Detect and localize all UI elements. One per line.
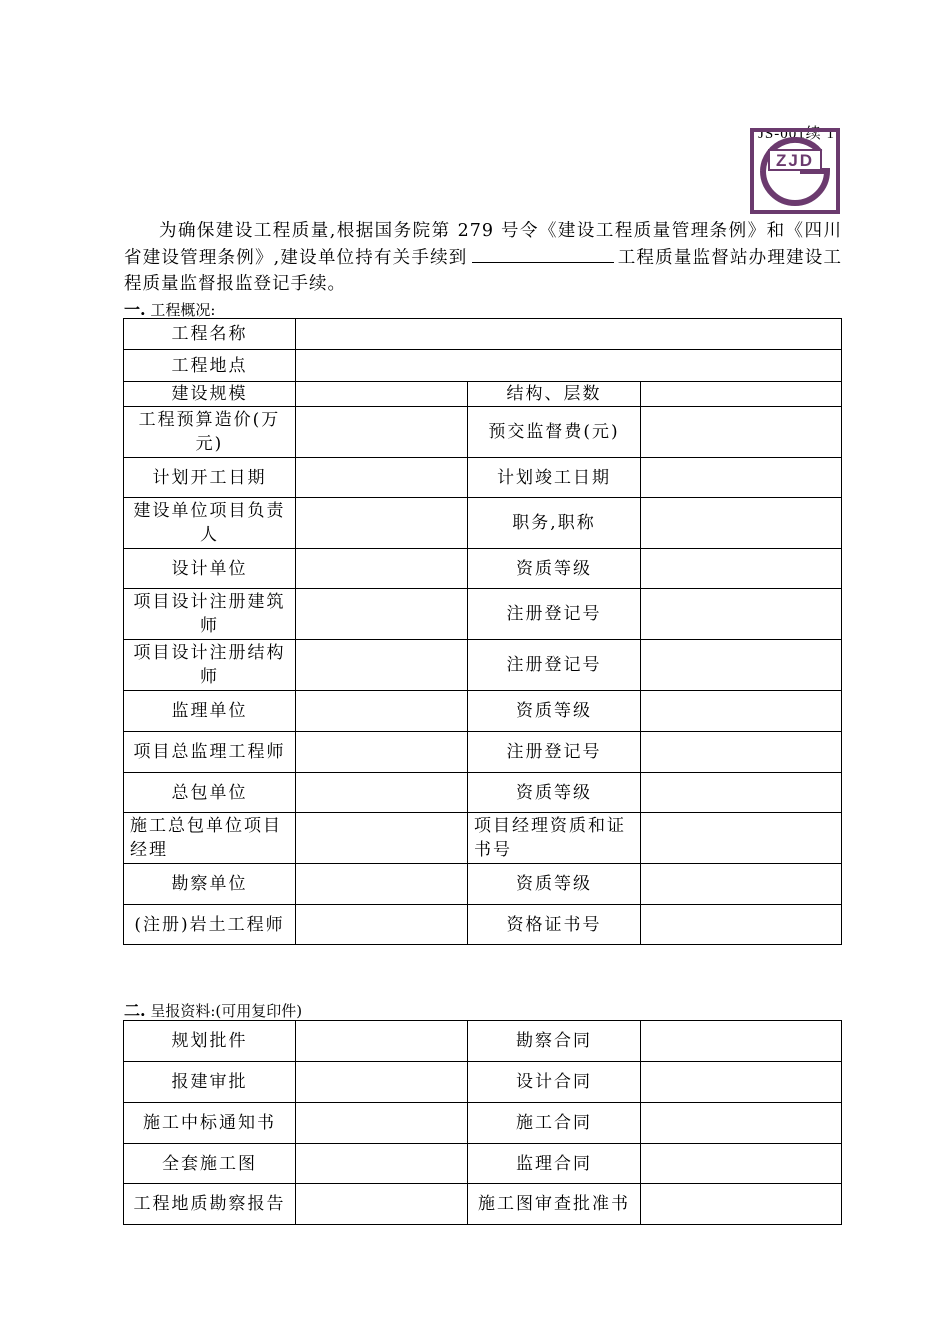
table-row bbox=[124, 773, 842, 813]
planned-completion-field[interactable] bbox=[641, 458, 842, 498]
row-label: 规划批件 bbox=[124, 1021, 296, 1062]
intro-text-part2: 工程质量监督站办理建设工程质量监督报监登记手续。 bbox=[124, 248, 843, 294]
geotech-engineer-field[interactable] bbox=[296, 905, 468, 945]
row-label-2: 项目经理资质和证书号 bbox=[468, 813, 641, 864]
table-row bbox=[124, 813, 842, 864]
table-row bbox=[124, 1184, 842, 1225]
table-row bbox=[124, 640, 842, 691]
row-label: 项目设计注册结构师 bbox=[124, 640, 296, 691]
architect-reg-field[interactable] bbox=[641, 589, 842, 640]
section-2-title bbox=[124, 998, 302, 1021]
table-row bbox=[124, 407, 842, 458]
section-1-label: 工程概况: bbox=[150, 301, 216, 319]
chief-supervisor-field[interactable] bbox=[296, 732, 468, 773]
form-code: JS-001续 1 bbox=[758, 126, 835, 142]
owner-lead-field[interactable] bbox=[296, 498, 468, 549]
table-row bbox=[124, 498, 842, 549]
row-label: 工程预算造价(万元) bbox=[124, 407, 296, 458]
table-row bbox=[124, 864, 842, 905]
table-row bbox=[124, 350, 842, 382]
section-2-label: 呈报资料:(可用复印件) bbox=[150, 1002, 303, 1020]
table-row bbox=[124, 1103, 842, 1144]
construction-drawings-field[interactable] bbox=[296, 1144, 468, 1184]
row-label-2: 注册登记号 bbox=[468, 640, 641, 691]
section-1-title bbox=[124, 297, 215, 320]
row-label-2: 注册登记号 bbox=[468, 589, 641, 640]
row-label: 项目总监理工程师 bbox=[124, 732, 296, 773]
table-row bbox=[124, 1144, 842, 1184]
row-label: 设计单位 bbox=[124, 549, 296, 589]
supervision-contract-field[interactable] bbox=[641, 1144, 842, 1184]
row-label-2: 资质等级 bbox=[468, 549, 641, 589]
supervision-qualification-field[interactable] bbox=[641, 691, 842, 732]
row-label-2: 设计合同 bbox=[468, 1062, 641, 1103]
construction-scale-field[interactable] bbox=[296, 382, 468, 407]
geotech-cert-field[interactable] bbox=[641, 905, 842, 945]
row-label: 工程名称 bbox=[124, 319, 296, 350]
row-label: 总包单位 bbox=[124, 773, 296, 813]
row-label: 项目设计注册建筑师 bbox=[124, 589, 296, 640]
survey-unit-field[interactable] bbox=[296, 864, 468, 905]
row-label-2: 注册登记号 bbox=[468, 732, 641, 773]
table-row bbox=[124, 549, 842, 589]
row-label: 施工总包单位项目经理 bbox=[124, 813, 296, 864]
row-label: 建设规模 bbox=[124, 382, 296, 407]
intro-text-part1: 为确保建设工程质量,根据国务院第 279 号令《建设工程质量管理条例》和《四川省建设管理条例》,建设单位持有关手续到 bbox=[124, 221, 842, 268]
table-row bbox=[124, 382, 842, 407]
row-label-2: 职务,职称 bbox=[468, 498, 641, 549]
zjd-logo-icon bbox=[750, 128, 840, 214]
project-manager-field[interactable] bbox=[296, 813, 468, 864]
table-row bbox=[124, 319, 842, 350]
row-label: 工程地点 bbox=[124, 350, 296, 382]
table-row bbox=[124, 905, 842, 945]
geology-report-field[interactable] bbox=[296, 1184, 468, 1225]
row-label-2: 资质等级 bbox=[468, 864, 641, 905]
project-overview-table bbox=[123, 318, 842, 945]
row-label: 全套施工图 bbox=[124, 1144, 296, 1184]
registration-approval-field[interactable] bbox=[296, 1062, 468, 1103]
project-location-field[interactable] bbox=[296, 350, 842, 382]
table-row bbox=[124, 691, 842, 732]
row-label-2: 结构、层数 bbox=[468, 382, 641, 407]
row-label-2: 施工合同 bbox=[468, 1103, 641, 1144]
survey-contract-field[interactable] bbox=[641, 1021, 842, 1062]
table-row bbox=[124, 1062, 842, 1103]
station-name-blank[interactable] bbox=[472, 244, 614, 263]
structure-floors-field[interactable] bbox=[641, 382, 842, 407]
design-unit-field[interactable] bbox=[296, 549, 468, 589]
drawing-approval-field[interactable] bbox=[641, 1184, 842, 1225]
supervision-fee-field[interactable] bbox=[641, 407, 842, 458]
row-label: 建设单位项目负责人 bbox=[124, 498, 296, 549]
intro-paragraph bbox=[124, 218, 842, 297]
row-label-2: 施工图审查批准书 bbox=[468, 1184, 641, 1225]
row-label: 报建审批 bbox=[124, 1062, 296, 1103]
contractor-qualification-field[interactable] bbox=[641, 773, 842, 813]
survey-qualification-field[interactable] bbox=[641, 864, 842, 905]
row-label: 施工中标通知书 bbox=[124, 1103, 296, 1144]
row-label-2: 计划竣工日期 bbox=[468, 458, 641, 498]
svg-text:ZJD: ZJD bbox=[775, 151, 815, 170]
planning-approval-field[interactable] bbox=[296, 1021, 468, 1062]
supervision-unit-field[interactable] bbox=[296, 691, 468, 732]
position-title-field[interactable] bbox=[641, 498, 842, 549]
manager-certificate-field[interactable] bbox=[641, 813, 842, 864]
planned-start-field[interactable] bbox=[296, 458, 468, 498]
row-label-2: 勘察合同 bbox=[468, 1021, 641, 1062]
row-label-2: 资质等级 bbox=[468, 691, 641, 732]
architect-field[interactable] bbox=[296, 589, 468, 640]
general-contractor-field[interactable] bbox=[296, 773, 468, 813]
table-row bbox=[124, 732, 842, 773]
table-row bbox=[124, 458, 842, 498]
row-label: 工程地质勘察报告 bbox=[124, 1184, 296, 1225]
design-qualification-field[interactable] bbox=[641, 549, 842, 589]
row-label-2: 资质等级 bbox=[468, 773, 641, 813]
bid-notice-field[interactable] bbox=[296, 1103, 468, 1144]
submitted-documents-table bbox=[123, 1020, 842, 1225]
structural-reg-field[interactable] bbox=[641, 640, 842, 691]
table-row bbox=[124, 589, 842, 640]
chief-supervisor-reg-field[interactable] bbox=[641, 732, 842, 773]
row-label: 监理单位 bbox=[124, 691, 296, 732]
design-contract-field[interactable] bbox=[641, 1062, 842, 1103]
structural-engineer-field[interactable] bbox=[296, 640, 468, 691]
row-label-2: 预交监督费(元) bbox=[468, 407, 641, 458]
row-label: (注册)岩土工程师 bbox=[124, 905, 296, 945]
construction-contract-field[interactable] bbox=[641, 1103, 842, 1144]
section-1-number: 一. bbox=[124, 300, 146, 319]
project-name-field[interactable] bbox=[296, 319, 842, 350]
row-label: 计划开工日期 bbox=[124, 458, 296, 498]
budget-field[interactable] bbox=[296, 407, 468, 458]
row-label: 勘察单位 bbox=[124, 864, 296, 905]
table-row bbox=[124, 1021, 842, 1062]
row-label-2: 监理合同 bbox=[468, 1144, 641, 1184]
row-label-2: 资格证书号 bbox=[468, 905, 641, 945]
section-2-number: 二. bbox=[124, 1001, 146, 1020]
